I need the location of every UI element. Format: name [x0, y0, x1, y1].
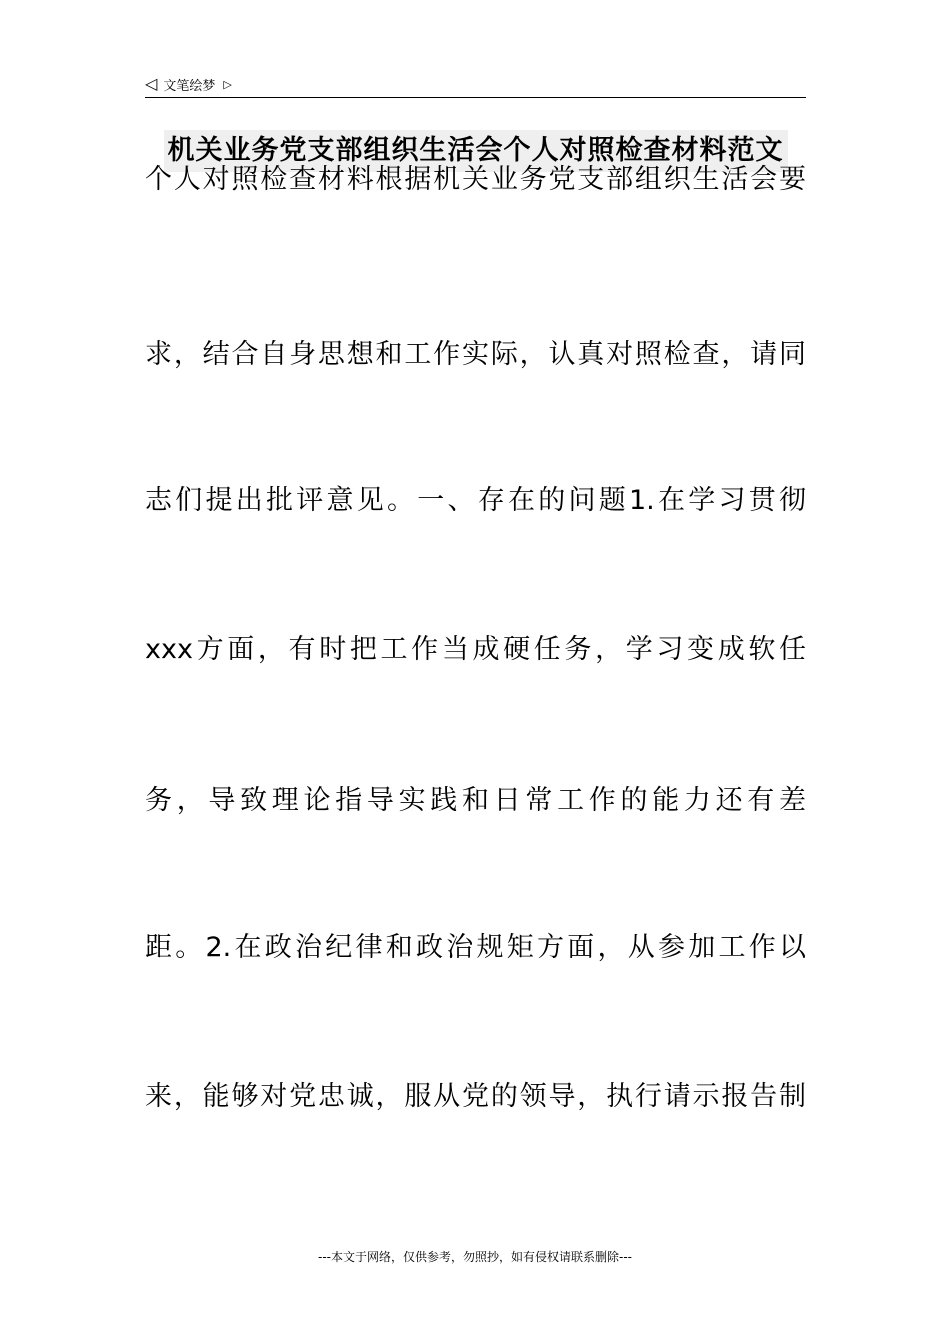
triangle-left-icon: ◁ [145, 74, 158, 93]
body-line-2: 求，结合自身思想和工作实际，认真对照检查，请同 [145, 339, 806, 370]
body-line-4: xxx方面，有时把工作当成硬任务，学习变成软任 [145, 634, 806, 665]
document-title: 机关业务党支部组织生活会个人对照检查材料范文 [164, 130, 788, 172]
header-rule [145, 97, 806, 98]
body-line-7: 来，能够对党忠诚，服从党的领导，执行请示报告制 [145, 1081, 806, 1112]
body-line-6: 距。2.在政治纪律和政治规矩方面，从参加工作以 [145, 932, 806, 963]
body-line-5: 务，导致理论指导实践和日常工作的能力还有差 [145, 785, 806, 816]
page-header [145, 73, 232, 95]
header-brand: 文笔绘梦 [163, 78, 216, 94]
body-line-1: 个人对照检查材料根据机关业务党支部组织生活会要 [145, 164, 806, 195]
page-footer-note: ---本文于网络，仅供参考，勿照抄，如有侵权请联系删除--- [318, 1250, 632, 1264]
body-line-3: 志们提出批评意见。一、存在的问题1.在学习贯彻 [145, 485, 806, 516]
triangle-right-icon: ▷ [223, 77, 232, 91]
